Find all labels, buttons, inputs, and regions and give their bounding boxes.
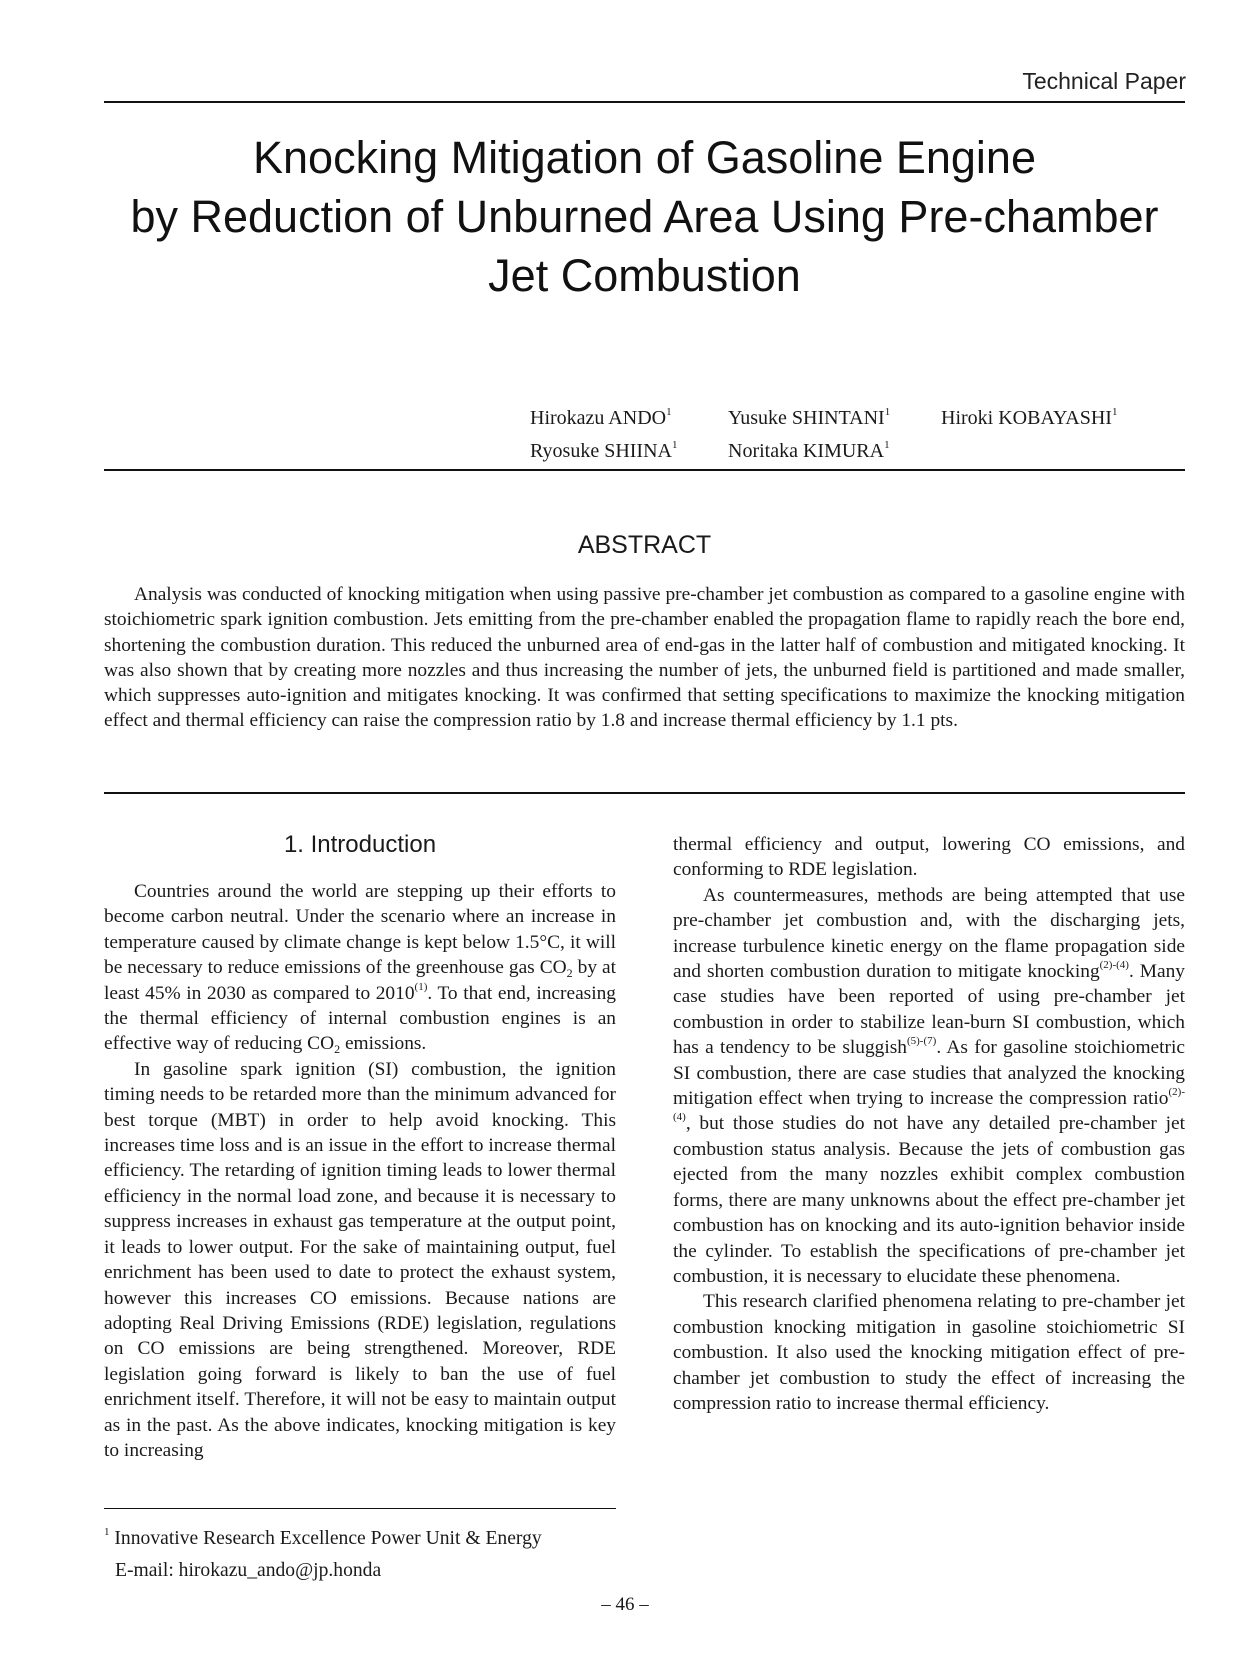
footnote: [104, 1523, 542, 1587]
paper-type-label: Technical Paper: [1022, 68, 1186, 94]
paragraph-continued: thermal efficiency and output, lowering CO emissions, and conforming to RDE legislation.: [673, 834, 1185, 881]
page-number: – 46 –: [601, 1594, 649, 1615]
paragraph: Countries around the world are stepping up their efforts to become carbon neutral. Under the scenario where an increase in temperature caused by climate change is kept below 1.5°C, it will be necessary to reduce emissions of the greenhouse gas $CO_2$ by at least 45% in 2030 as compared to 2010$^{(1)}$. To that end, increasing the thermal efficiency of internal combustion engines is an effective way of reducing $CO_2$ emissions.: [104, 881, 616, 1057]
author: Noritaka KIMURA$^1$: [728, 439, 890, 462]
author: Hirokazu ANDO$^1$: [530, 406, 672, 429]
column-right: [673, 832, 1185, 1416]
abstract-heading: ABSTRACT: [577, 531, 712, 559]
author: Hiroki KOBAYASHI$^1$: [941, 406, 1118, 429]
footnote-affiliation: $^1$ Innovative Research Excellence Power Unit & Energy: [104, 1526, 542, 1549]
author: Ryosuke SHIINA$^1$: [530, 439, 678, 462]
column-left: [104, 879, 616, 1463]
title-line: Jet Combustion: [488, 250, 801, 301]
title-line: by Reduction of Unburned Area Using Pre-chamber: [130, 191, 1159, 242]
footnote-email: E-mail: hirokazu_ando@jp.honda: [115, 1560, 382, 1581]
paragraph: This research clarified phenomena relating to pre-chamber jet combustion knocking mitigation in gasoline stoichiometric SI combustion. It also used the knocking mitigation effect of pre-chamber jet combustion to study the effect of increasing the compression ratio to increase thermal efficiency.: [673, 1291, 1185, 1414]
footnote-rule: [104, 1508, 616, 1509]
title-line: Knocking Mitigation of Gasoline Engine: [253, 132, 1036, 183]
author-list: [530, 402, 1117, 468]
paragraph: In gasoline spark ignition (SI) combustion, the ignition timing needs to be retarded more than the minimum advanced for best torque (MBT) in order to help avoid knocking. This increases time loss and is an issue in the effort to increase thermal efficiency. The retarding of ignition timing leads to lower thermal efficiency in the normal load zone, and because it is necessary to suppress increases in exhaust gas temperature at the output point, it leads to lower output. For the sake of maintaining output, fuel enrichment has been used to date to protect the exhaust system, however this increases CO emissions. Because nations are adopting Real Driving Emissions (RDE) legislation, regulations on CO emissions are being strengthened. Moreover, RDE legislation going forward is likely to ban the use of fuel enrichment itself. Therefore, it will not be easy to maintain output as in the past. As the above indicates, knocking mitigation is key to increasing: [104, 1058, 616, 1461]
paper-title: [104, 128, 1185, 305]
abstract-rule: [104, 792, 1185, 794]
header-rule: [104, 101, 1185, 103]
authors-rule: [104, 469, 1185, 471]
section-heading-introduction: 1. Introduction: [283, 831, 437, 858]
author: Yusuke SHINTANI$^1$: [728, 406, 891, 429]
paragraph: As countermeasures, methods are being attempted that use pre-chamber jet combustion and, with the discharging jets, increase turbulence kinetic energy on the flame propagation side and shorten combustion duration to mitigate knocking$^{(2)-(4)}$. Many case studies have been reported of using pre-chamber jet combustion in order to stabilize lean-burn SI combustion, which has a tendency to be sluggish$^{(5)-(7)}$. As for gasoline stoichiometric SI combustion, there are case studies that analyzed the knocking mitigation effect when trying to increase the compression ratio$^{(2)-(4)}$, but those studies do not have any detailed pre-chamber jet combustion status analysis. Because the jets of combustion gas ejected from the many nozzles exhibit complex combustion forms, there are many unknowns about the effect pre-chamber jet combustion has on knocking and its auto-ignition behavior inside the cylinder. To establish the specifications of pre-chamber jet combustion, it is necessary to elucidate these phenomena.: [673, 884, 1185, 1287]
abstract-text: Analysis was conducted of knocking mitigation when using passive pre-chamber jet combustion as compared to a gasoline engine with stoichiometric spark ignition combustion. Jets emitting from the pre-chamber enabled the propagation flame to rapidly reach the bore end, shortening the combustion duration. This reduced the unburned area of end-gas in the latter half of combustion and mitigated knocking. It was also shown that by creating more nozzles and thus increasing the number of jets, the unburned field is partitioned and made smaller, which suppresses auto-ignition and mitigates knocking. It was confirmed that setting specifications to maximize the knocking mitigation effect and thermal efficiency can raise the compression ratio by 1.8 and increase thermal efficiency by 1.1 pts.: [104, 584, 1185, 732]
